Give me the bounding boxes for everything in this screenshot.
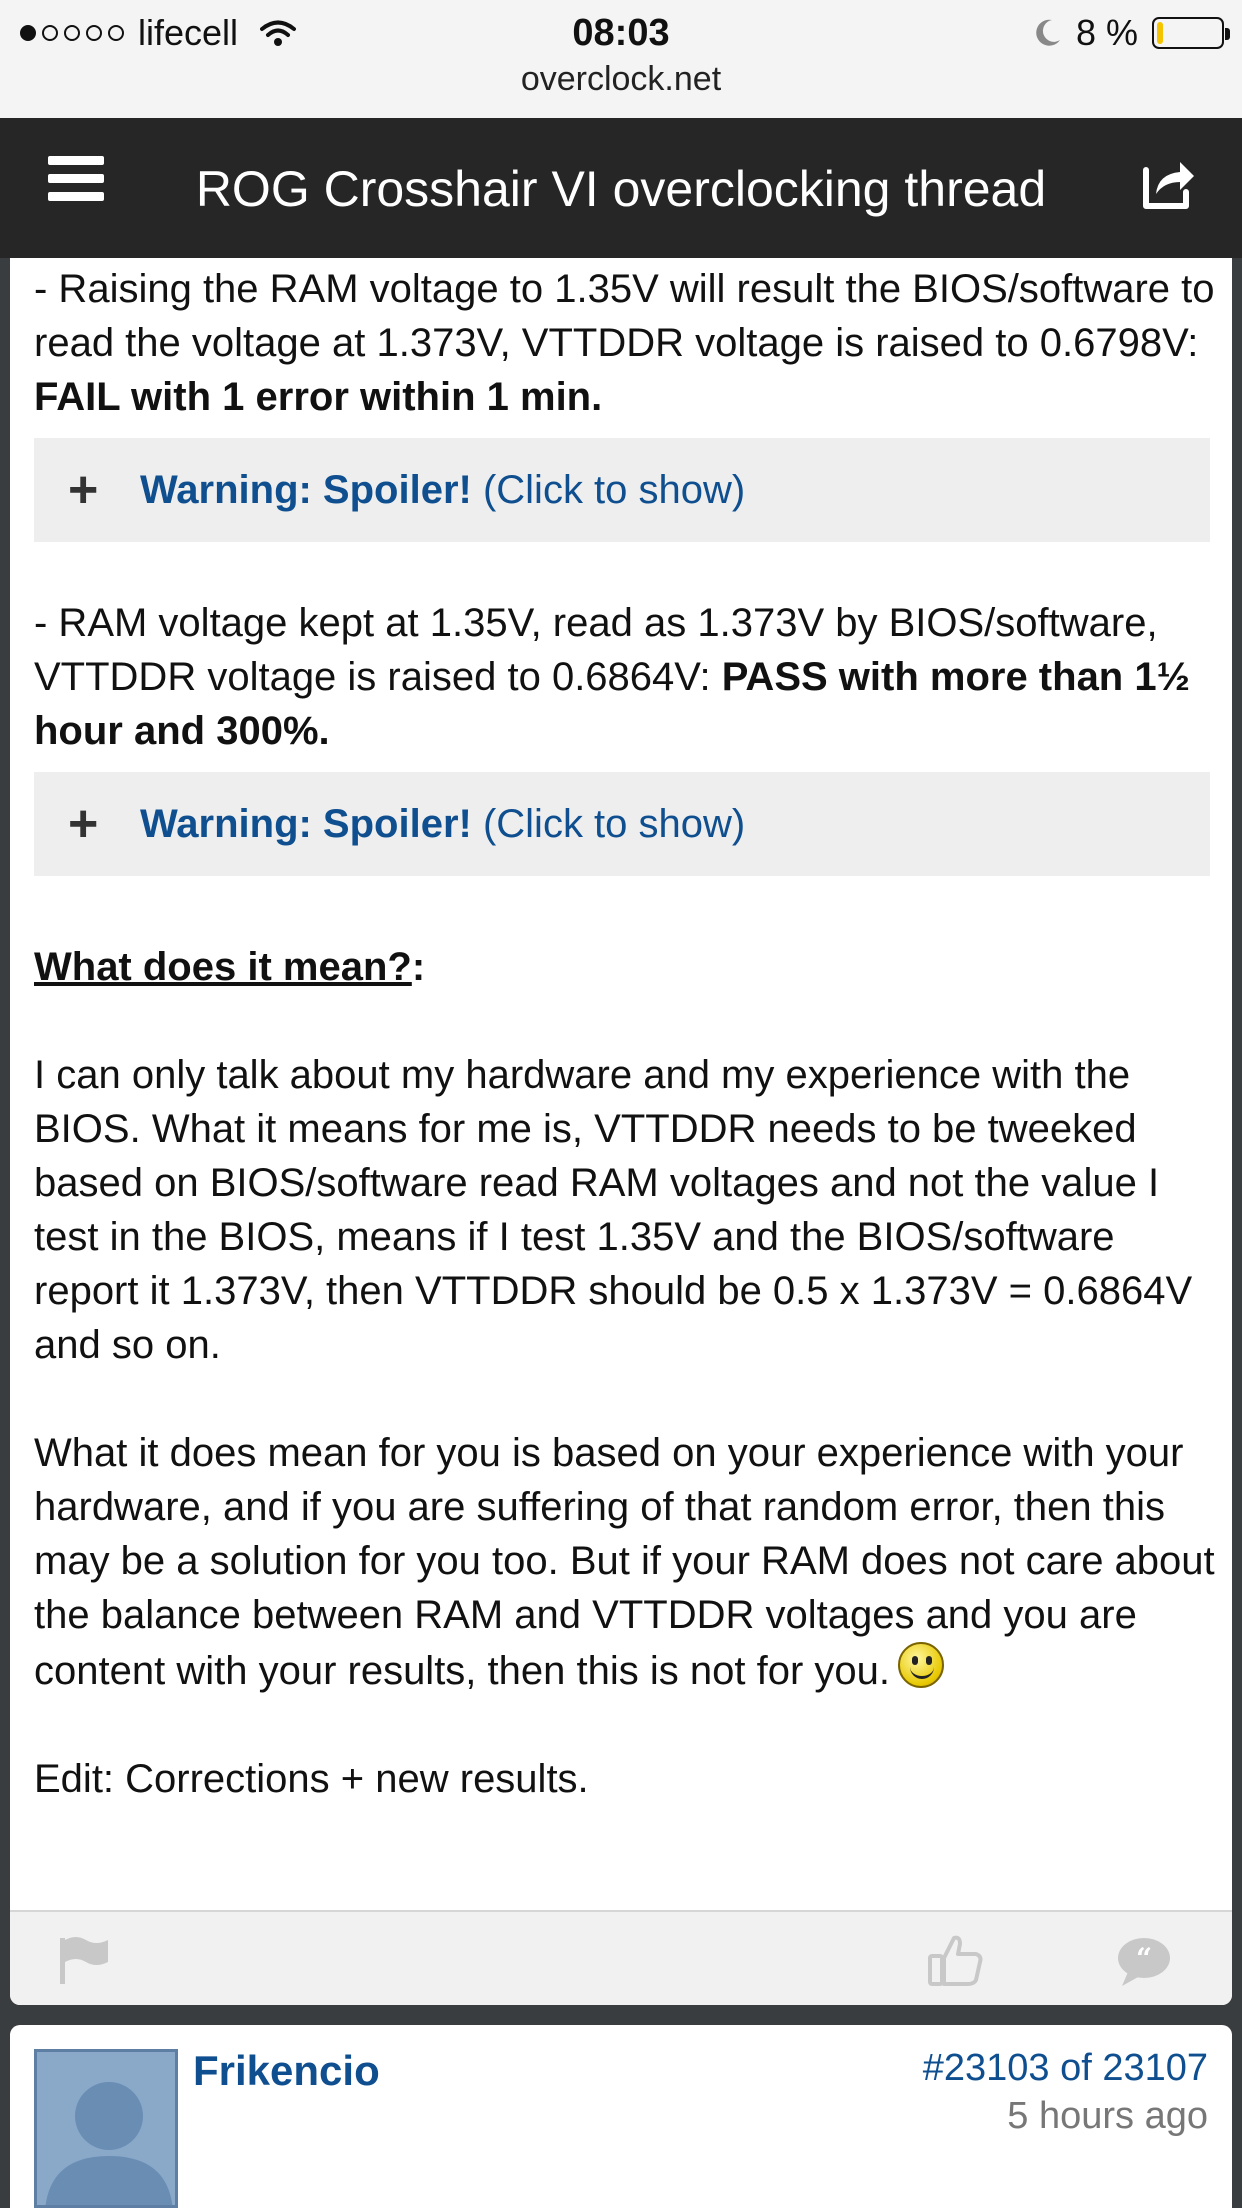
quote-icon[interactable]	[1114, 1932, 1174, 1988]
result-pass-paragraph: - RAM voltage kept at 1.35V, read as 1.373V by BIOS/software, VTTDDR voltage is raised to 0.6864V: PASS with more than 1½ hour and 300%.	[34, 601, 1190, 753]
post-body	[34, 262, 1224, 1806]
spoiler-toggle-2[interactable]	[34, 772, 1210, 876]
default-avatar-icon	[37, 2052, 178, 2208]
battery-area	[1034, 12, 1224, 54]
share-icon[interactable]	[1138, 154, 1198, 214]
address-url[interactable]: overclock.net	[520, 60, 722, 98]
expand-plus-icon: +	[68, 795, 99, 853]
next-post-header	[10, 2025, 1232, 2208]
expand-plus-icon: +	[68, 461, 99, 519]
flag-icon[interactable]	[54, 1932, 114, 1988]
result-fail-paragraph: - Raising the RAM voltage to 1.35V will result the BIOS/software to read the voltage at 1.373V, VTTDDR voltage is raised to 0.6798V: FAIL with 1 error within 1 min.	[34, 267, 1215, 419]
spoiler-toggle-1[interactable]	[34, 438, 1210, 542]
post-number-link[interactable]: #23103 of 23107	[922, 2047, 1208, 2089]
status-bar	[0, 0, 1242, 118]
spoiler-label: Warning: Spoiler! (Click to show)	[140, 802, 746, 846]
clock: 08:03	[572, 12, 670, 54]
moon-icon	[1034, 18, 1062, 48]
explanation-paragraph: I can only talk about my hardware and my experience with the BIOS. What it means for me is, VTTDDR needs to be tweeked based on BIOS/software read RAM voltages and not the value I test in the BIOS, means if I test 1.35V and the BIOS/software report it 1.373V, then VTTDDR should be 0.5 x 1.373V = 0.6864V and so on.	[34, 1053, 1193, 1367]
section-heading: What does it mean?:	[34, 945, 426, 989]
svg-text:“: “	[1135, 1942, 1153, 1975]
post-age: 5 hours ago	[1007, 2095, 1208, 2137]
thumbs-up-icon[interactable]	[926, 1932, 986, 1988]
carrier-name: lifecell	[138, 12, 239, 53]
spoiler-label: Warning: Spoiler! (Click to show)	[140, 468, 746, 512]
post-action-bar	[10, 1910, 1232, 2005]
top-navbar	[0, 118, 1242, 258]
smiley-icon	[898, 1642, 944, 1688]
battery-percent: 8 %	[1075, 12, 1138, 53]
edit-note: Edit: Corrections + new results.	[34, 1757, 589, 1801]
avatar[interactable]	[34, 2049, 178, 2208]
battery-icon	[1152, 17, 1224, 49]
advice-paragraph: What it does mean for you is based on your experience with your hardware, and if you are suffering of that random error, then this may be a solution for you too. But if your RAM does not care about the balance between RAM and VTTDDR voltages and you are content with your results, then this is not for you.	[34, 1431, 1215, 1693]
username-link[interactable]: Frikencio	[193, 2047, 380, 2094]
page-title: ROG Crosshair VI overclocking thread	[195, 161, 1047, 217]
post-card	[10, 258, 1232, 2005]
hamburger-menu-icon[interactable]	[48, 156, 104, 206]
